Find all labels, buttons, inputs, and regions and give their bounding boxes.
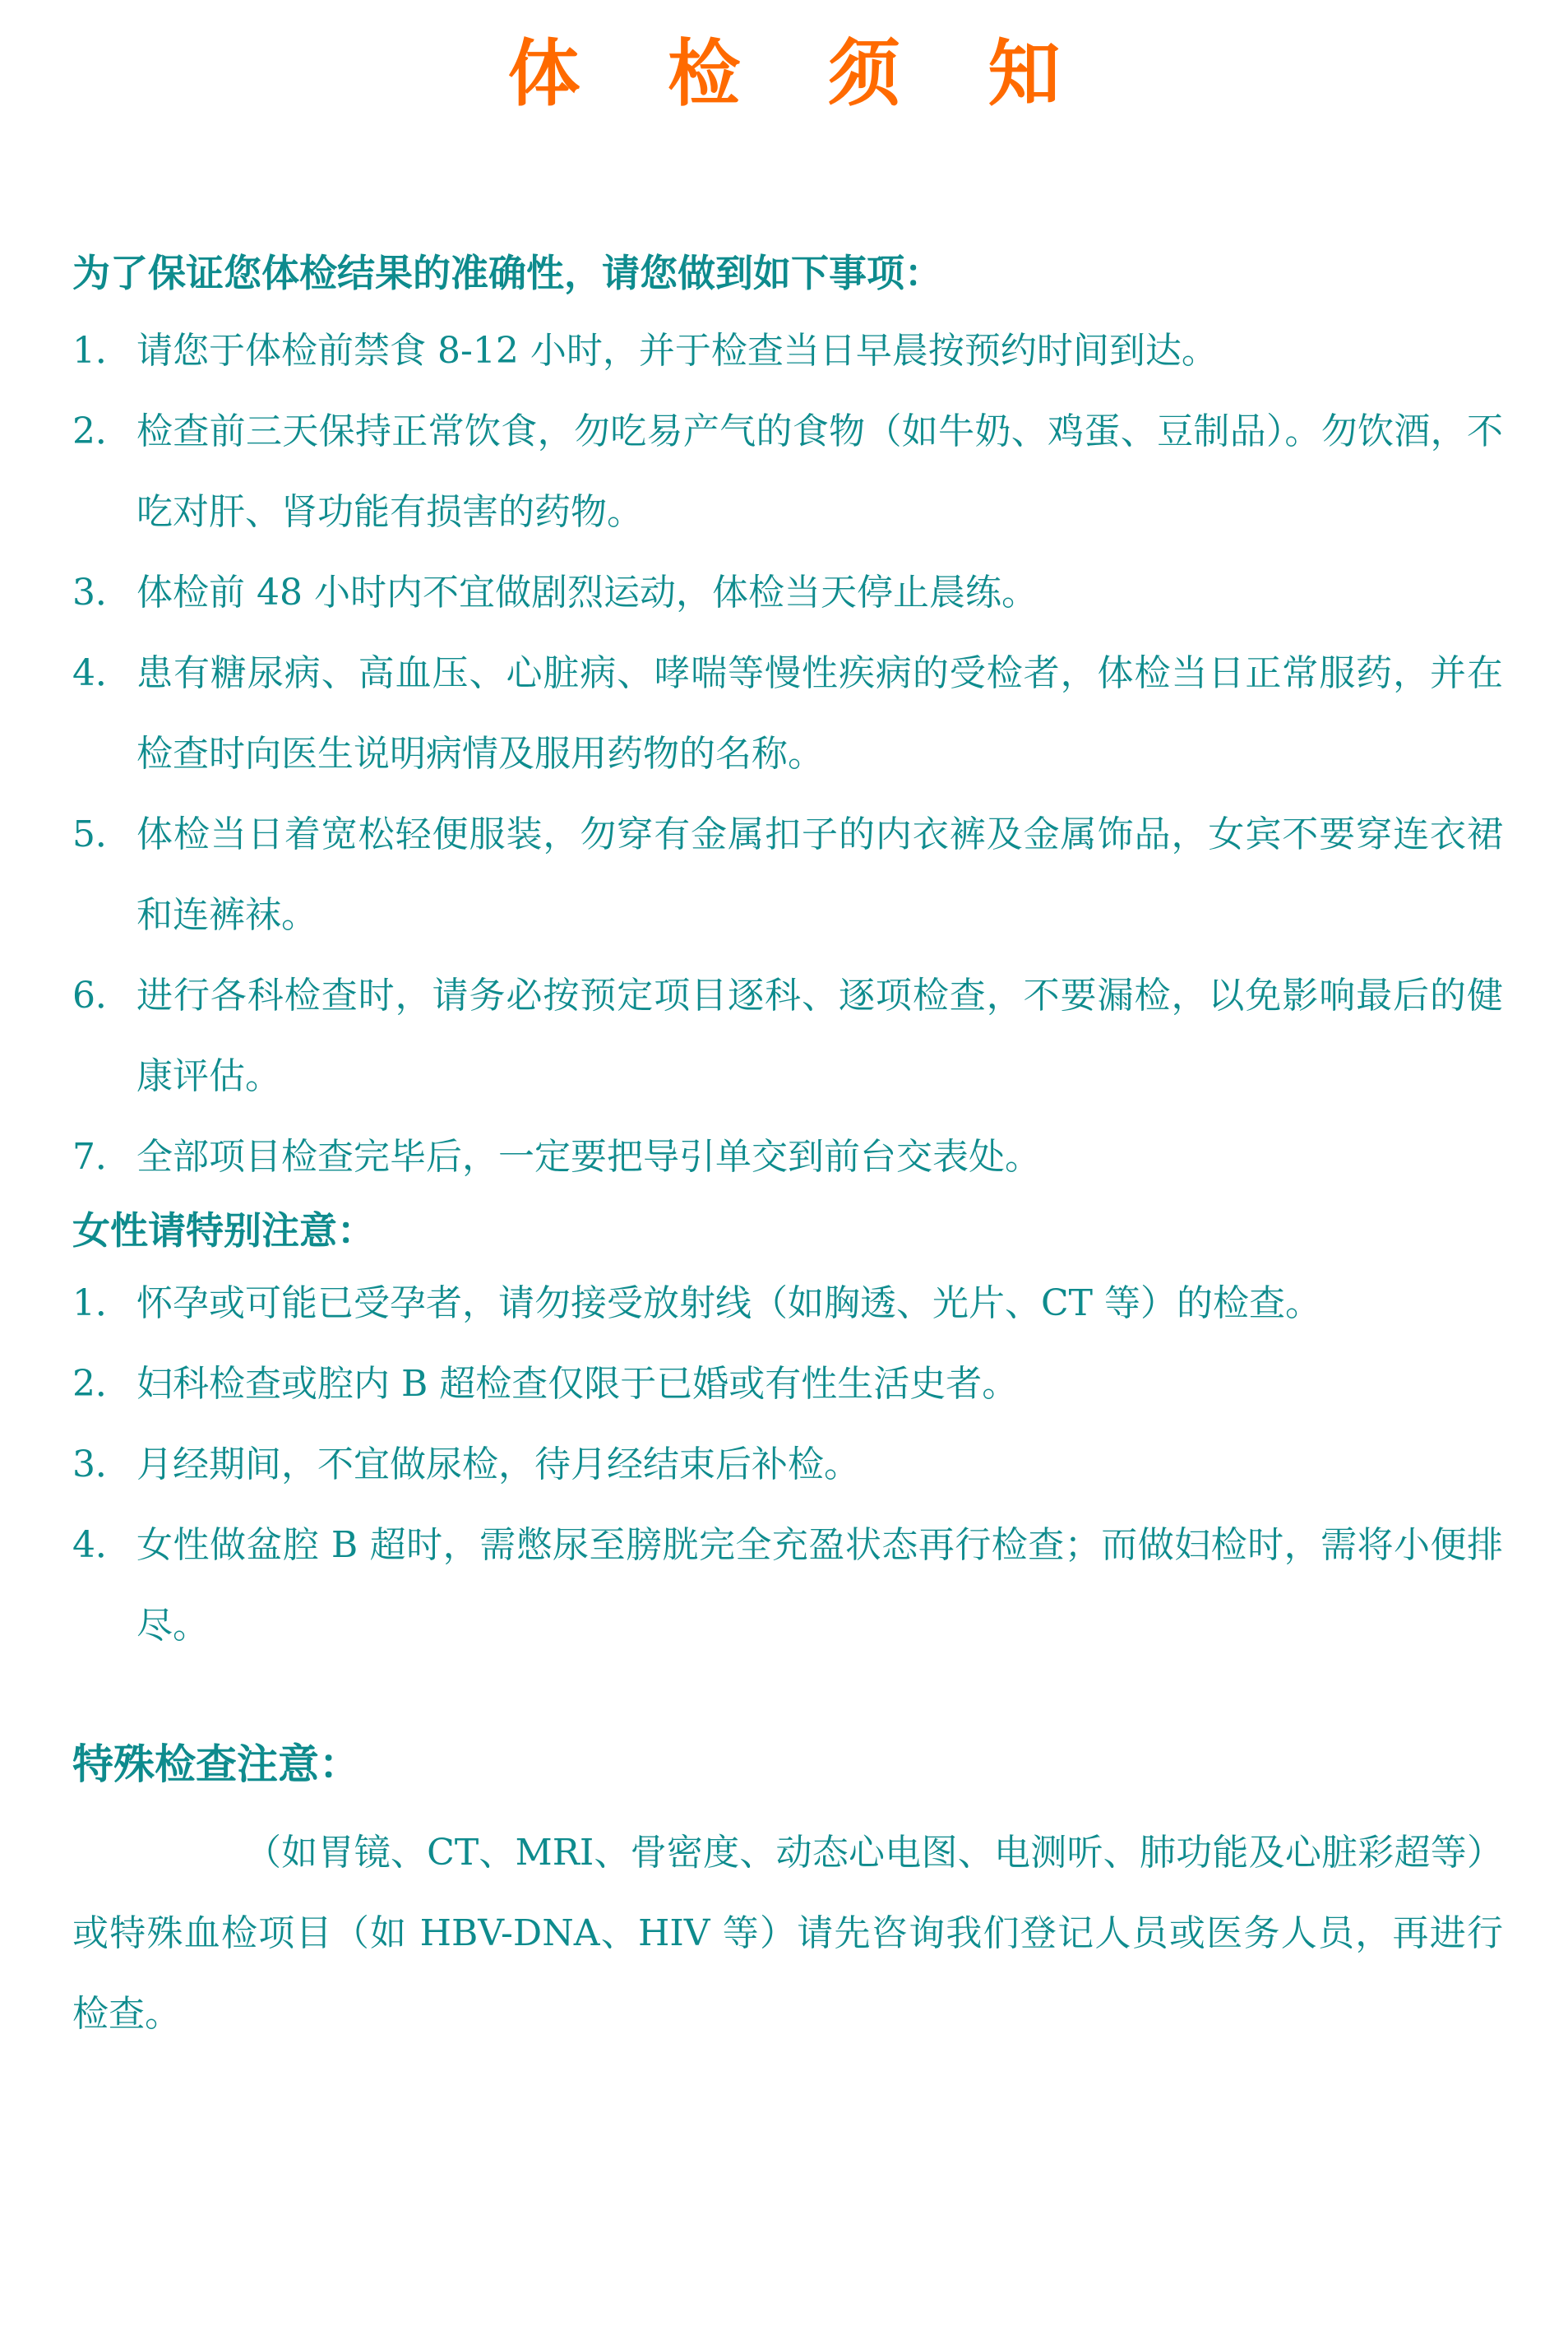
- general-item-5: [72, 795, 1503, 956]
- general-item-2: [72, 392, 1503, 553]
- item-number: 6．: [72, 975, 132, 1017]
- page-title: 体 检 须 知: [507, 31, 1092, 116]
- general-item-4: [72, 633, 1503, 795]
- item-number: 2．: [72, 410, 132, 452]
- item-text: 体检前 48 小时内不宜做剧烈运动，体检当天停止晨练。: [136, 572, 1038, 614]
- item-number: 5．: [72, 813, 132, 855]
- notice-content: [72, 240, 1503, 2055]
- general-heading: 为了保证您体检结果的准确性，请您做到如下事项：: [72, 251, 942, 295]
- item-number: 1．: [72, 1282, 132, 1324]
- female-item-2: [72, 1344, 1503, 1425]
- item-number: 7．: [72, 1136, 132, 1178]
- item-number: 1．: [72, 330, 132, 372]
- special-text: （如胃镜、CT、MRI、骨密度、动态心电图、电测听、肺功能及心脏彩超等）或特殊血检项目（如 HBV-DNA、HIV 等）请先咨询我们登记人员或医务人员，再进行检查。: [72, 1832, 1503, 2035]
- female-heading: 女性请特别注意：: [72, 1208, 375, 1253]
- item-number: 2．: [72, 1363, 132, 1405]
- item-text: 检查前三天保持正常饮食，勿吃易产气的食物（如牛奶、鸡蛋、豆制品）。勿饮酒，不吃对肝、肾功能有损害的药物。: [136, 410, 1503, 533]
- general-item-6: [72, 956, 1503, 1117]
- item-text: 全部项目检查完毕后，一定要把导引单交到前台交表处。: [136, 1136, 1041, 1178]
- item-text: 进行各科检查时，请务必按预定项目逐科、逐项检查，不要漏检，以免影响最后的健康评估。: [136, 975, 1503, 1097]
- female-item-4: [72, 1505, 1503, 1666]
- item-text: 女性做盆腔 B 超时，需憋尿至膀胱完全充盈状态再行检查；而做妇检时，需将小便排尽。: [136, 1524, 1503, 1647]
- item-text: 月经期间，不宜做尿检，待月经结束后补检。: [136, 1443, 860, 1485]
- item-text: 妇科检查或腔内 B 超检查仅限于已婚或有性生活史者。: [136, 1363, 1019, 1405]
- general-item-7: [72, 1117, 1503, 1198]
- special-heading: 特殊检查注意：: [72, 1740, 360, 1788]
- item-text: 患有糖尿病、高血压、心脏病、哮喘等慢性疾病的受检者，体检当日正常服药，并在检查时向医生说明病情及服用药物的名称。: [136, 652, 1503, 775]
- item-text: 怀孕或可能已受孕者，请勿接受放射线（如胸透、光片、CT 等）的检查。: [136, 1282, 1321, 1324]
- item-number: 3．: [72, 572, 132, 614]
- item-text: 请您于体检前禁食 8-12 小时，并于检查当日早晨按预约时间到达。: [136, 330, 1218, 372]
- female-item-1: [72, 1263, 1503, 1344]
- item-number: 4．: [72, 1524, 132, 1566]
- general-item-1: [72, 311, 1503, 392]
- general-item-3: [72, 553, 1503, 633]
- item-number: 4．: [72, 652, 132, 694]
- item-number: 3．: [72, 1443, 132, 1485]
- female-item-3: [72, 1425, 1503, 1505]
- item-text: 体检当日着宽松轻便服装，勿穿有金属扣子的内衣裤及金属饰品，女宾不要穿连衣裙和连裤袜。: [136, 813, 1503, 936]
